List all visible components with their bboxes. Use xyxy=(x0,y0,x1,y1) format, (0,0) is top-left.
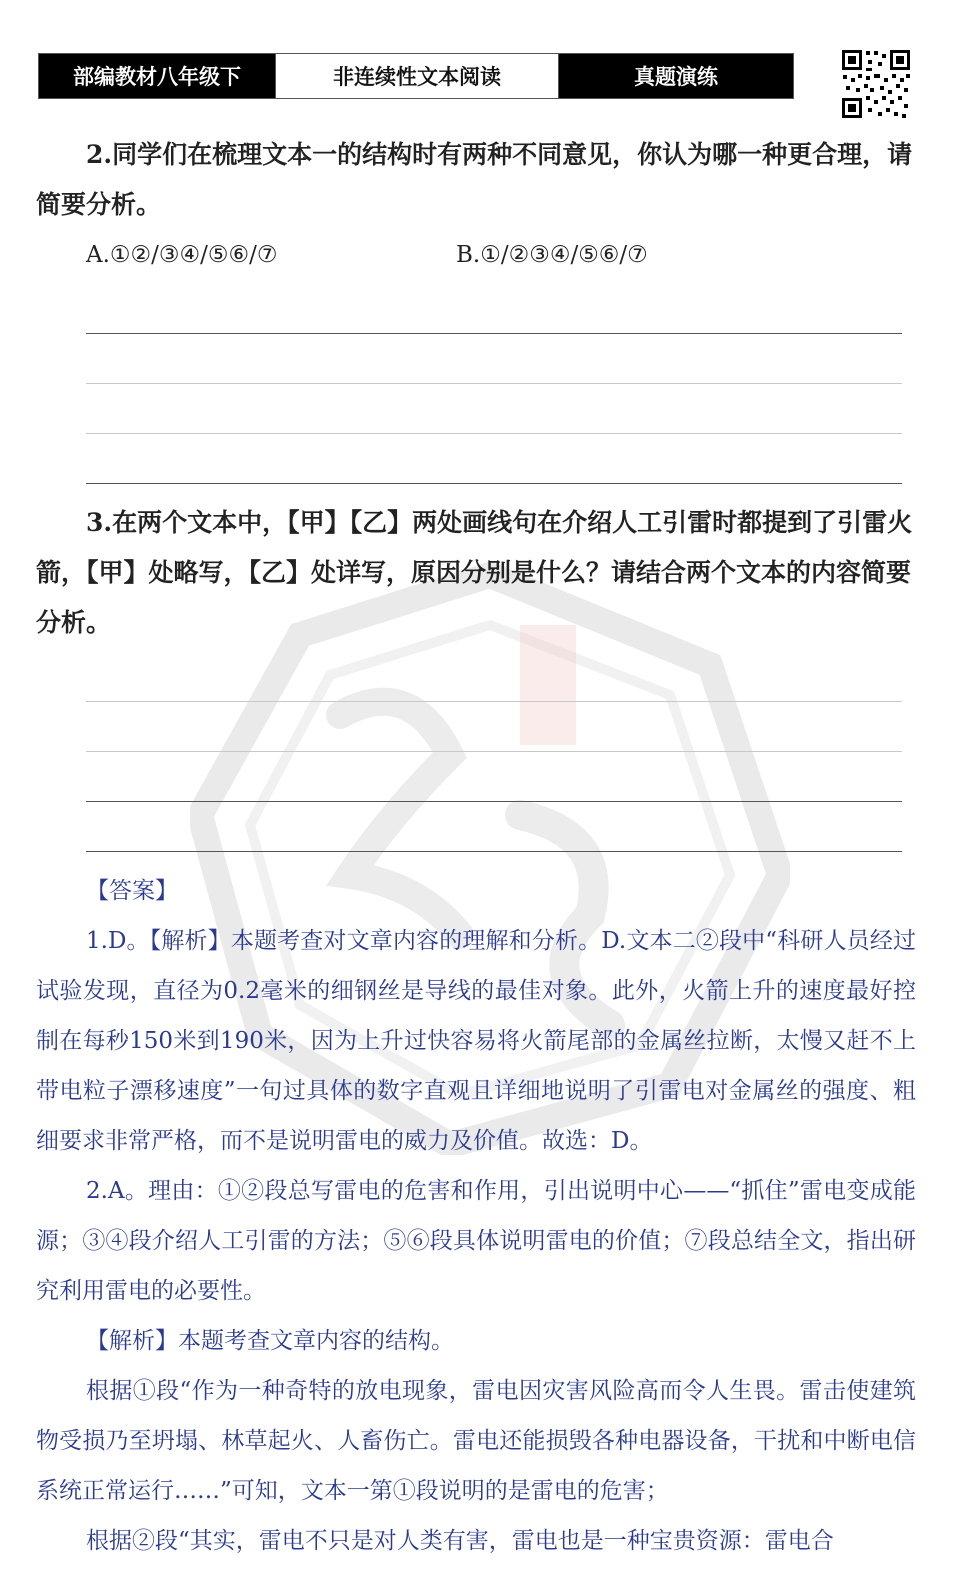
header-bar xyxy=(38,53,794,99)
answer-line[interactable] xyxy=(86,702,902,752)
answer-lines-q3 xyxy=(86,652,902,852)
option-b: B.①/②③④/⑤⑥/⑦ xyxy=(456,242,648,268)
answers-heading: 【答案】 xyxy=(86,878,178,904)
answer-2-paragraph-1: 根据①段“作为一种奇特的放电现象，雷电因灾害风险高而令人生畏。雷击使建筑物受损乃至坍塌、林草起火、人畜伤亡。雷电还能损毁各种电器设备，干扰和中断电信系统正常运行……”可知，文本一第①段说明的是雷电的危害； xyxy=(36,1378,916,1504)
question-2-text: 2.同学们在梳理文本一的结构时有两种不同意见，你认为哪一种更合理，请简要分析。 xyxy=(36,140,913,219)
answer-line[interactable] xyxy=(86,384,902,434)
answer-line[interactable] xyxy=(86,652,902,702)
answer-line[interactable] xyxy=(86,334,902,384)
page-content xyxy=(36,130,916,1566)
answer-lines-q2 xyxy=(86,284,902,484)
answer-1: 1.D。【解析】本题考查对文章内容的理解和分析。D.文本二②段中“科研人员经过试验发现，直径为0.2毫米的细钢丝是导线的最佳对象。此外，火箭上升的速度最好控制在每秒150米到190米，因为上升过快容易将火箭尾部的金属丝拉断，太慢又赶不上带电粒子漂移速度”一句过具体的数字直观且详细地说明了引雷电对金属丝的强度、粗细要求非常严格，而不是说明雷电的威力及价值。故选：D。 xyxy=(36,928,916,1154)
option-a: A.①②/③④/⑤⑥/⑦ xyxy=(86,242,278,268)
answer-line[interactable] xyxy=(86,434,902,484)
answer-line[interactable] xyxy=(86,752,902,802)
header-grade: 部编教材八年级下 xyxy=(39,54,275,98)
question-3-text: 3.在两个文本中，【甲】【乙】两处画线句在介绍人工引雷时都提到了引雷火箭，【甲】处略写，【乙】处详写，原因分别是什么？请结合两个文本的内容简要分析。 xyxy=(36,508,913,637)
question-2-options xyxy=(86,230,916,280)
answer-2-analysis: 【解析】本题考查文章内容的结构。 xyxy=(86,1328,454,1354)
header-topic: 非连续性文本阅读 xyxy=(275,54,559,98)
answer-2-paragraph-2: 根据②段“其实，雷电不只是对人类有害，雷电也是一种宝贵资源：雷电合 xyxy=(86,1528,834,1554)
answer-line[interactable] xyxy=(86,802,902,852)
answer-2: 2.A。理由：①②段总写雷电的危害和作用，引出说明中心——“抓住”雷电变成能源；③④段介绍人工引雷的方法；⑤⑥段具体说明雷电的价值；⑦段总结全文，指出研究利用雷电的必要性。 xyxy=(36,1178,916,1304)
qr-code-icon[interactable] xyxy=(840,48,912,120)
header-section: 真题演练 xyxy=(559,54,793,98)
answer-line[interactable] xyxy=(86,284,902,334)
